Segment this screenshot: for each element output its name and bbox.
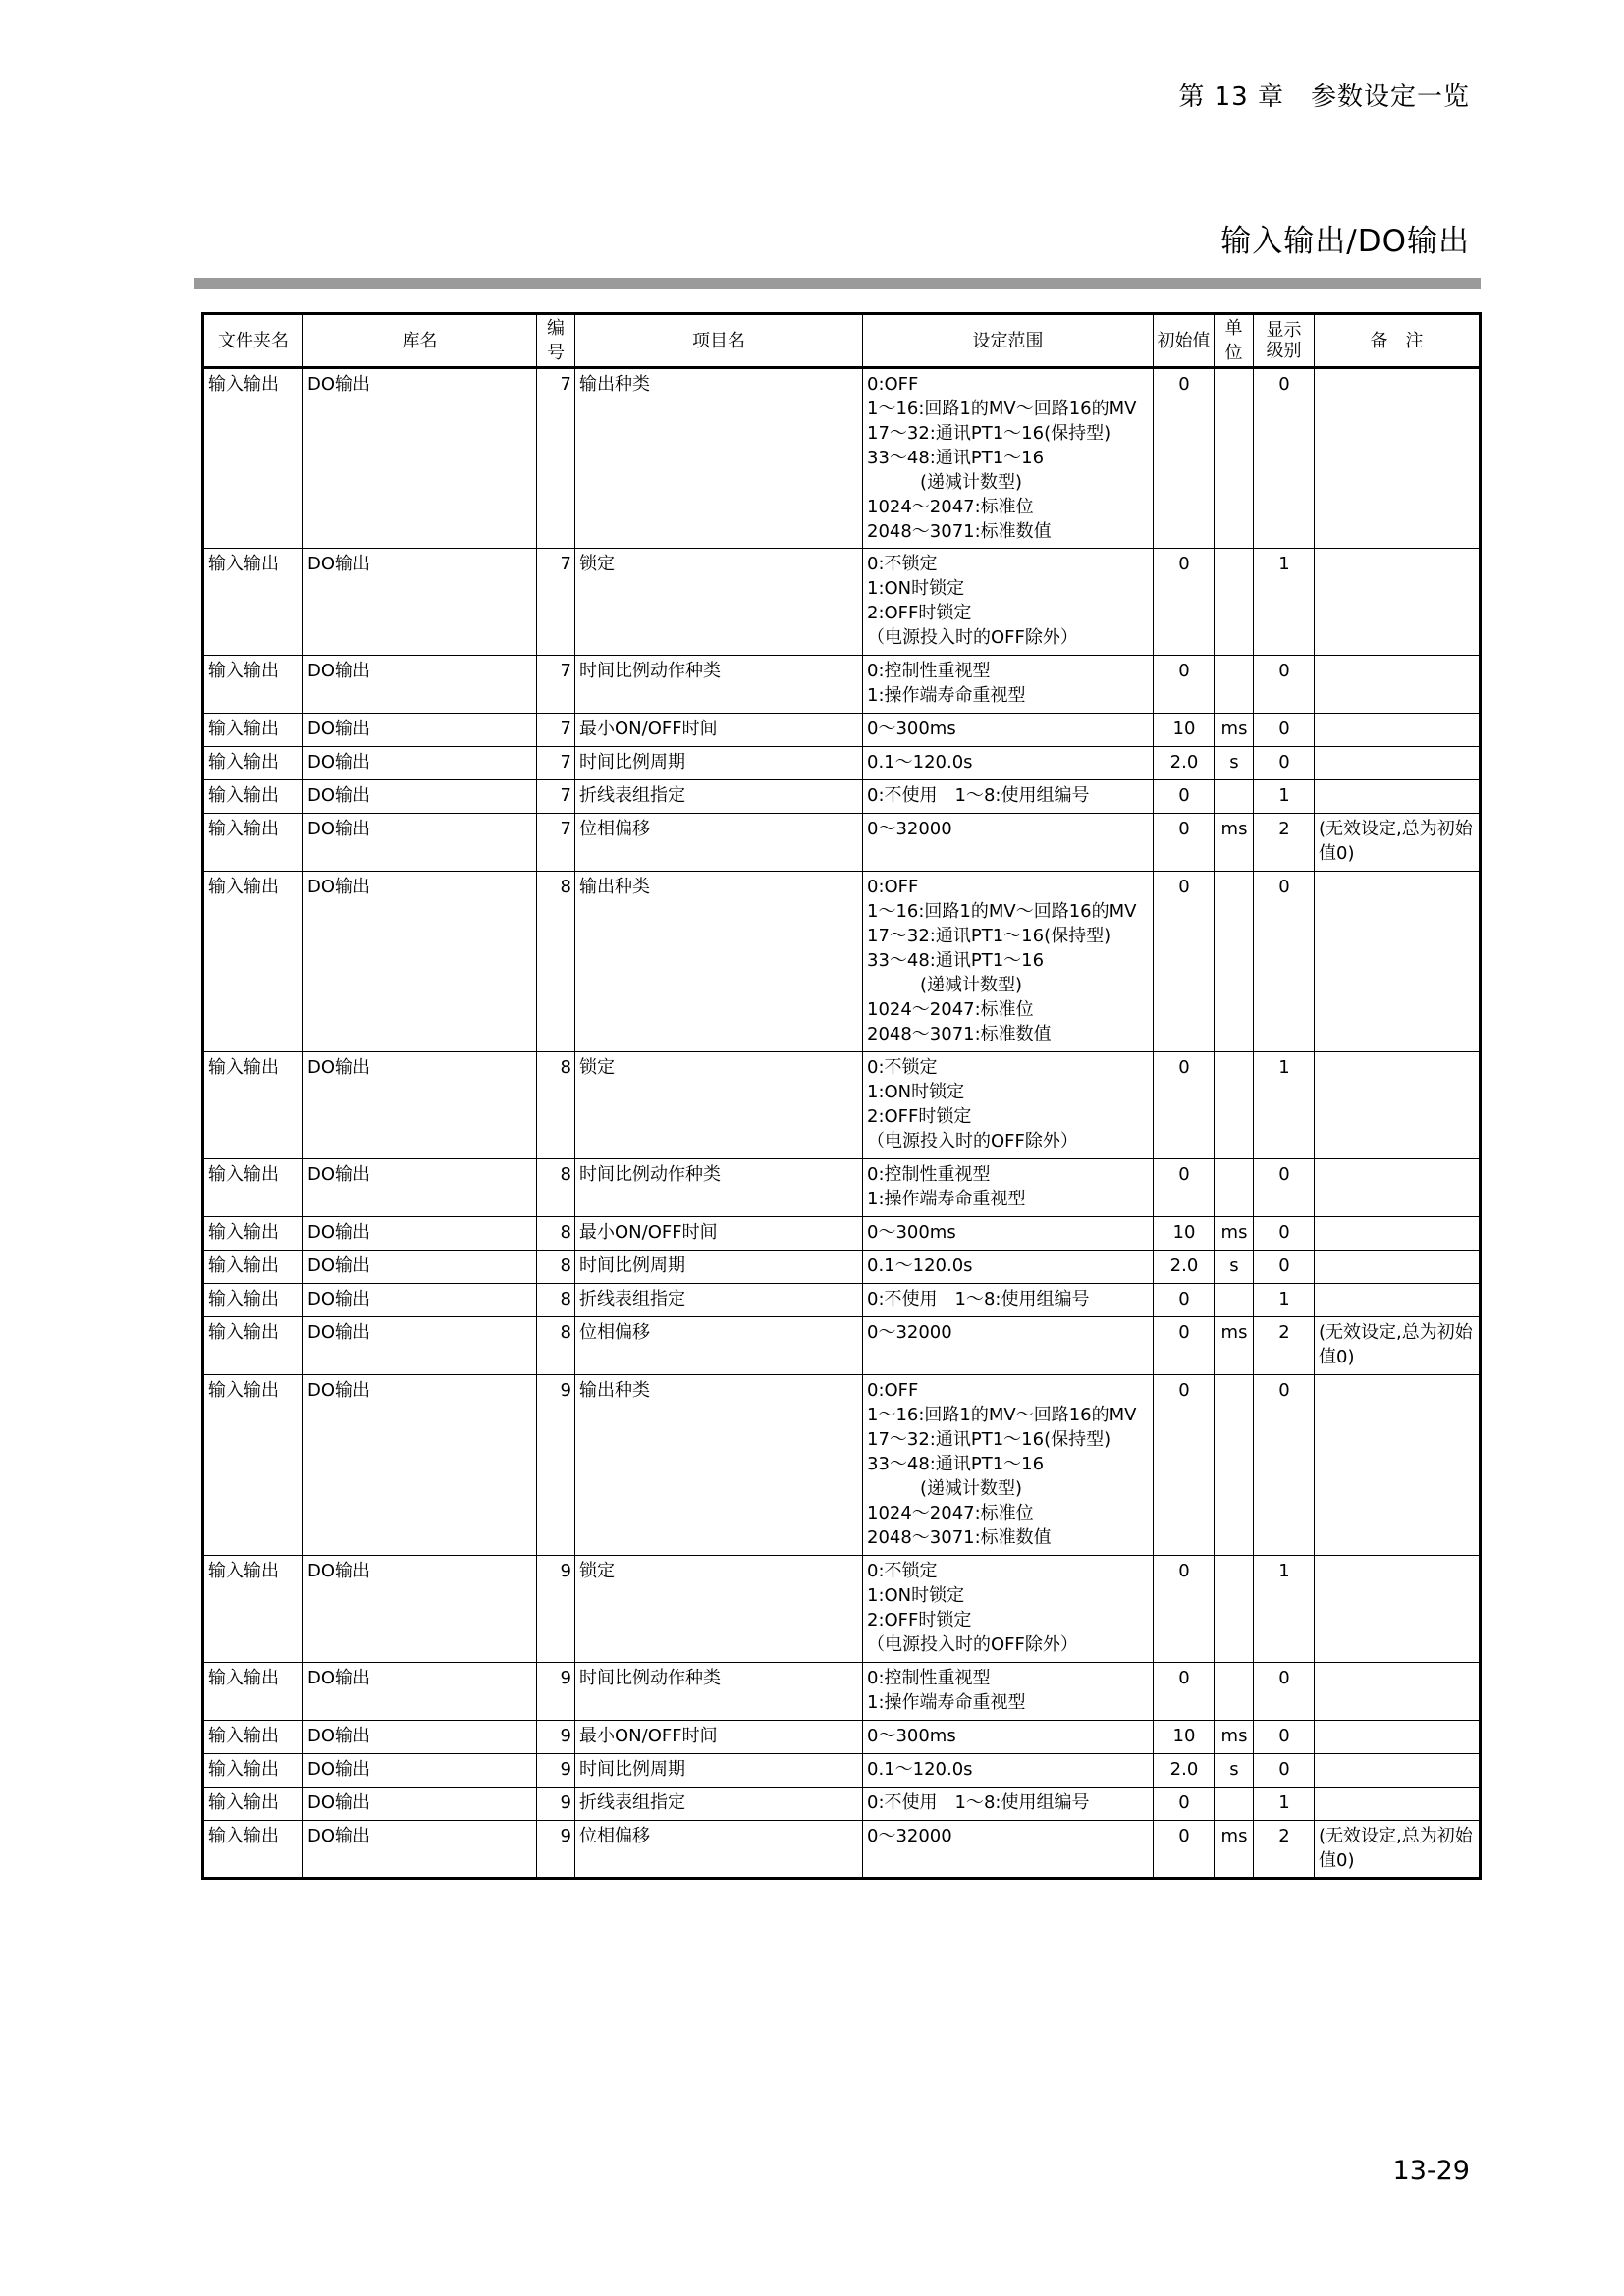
cell-item: 折线表组指定	[575, 1788, 863, 1821]
cell-library: DO输出	[303, 747, 537, 780]
cell-number: 8	[537, 1317, 575, 1375]
cell-level: 0	[1254, 1721, 1315, 1754]
cell-item: 输出种类	[575, 872, 863, 1052]
cell-level: 2	[1254, 1821, 1315, 1879]
cell-initial: 10	[1154, 1721, 1215, 1754]
cell-level: 0	[1254, 656, 1315, 714]
cell-number: 7	[537, 656, 575, 714]
cell-number: 7	[537, 780, 575, 814]
cell-folder: 输入输出	[203, 1788, 303, 1821]
table-row	[203, 1159, 1481, 1217]
cell-item: 时间比例动作种类	[575, 1663, 863, 1721]
cell-initial: 0	[1154, 1375, 1215, 1556]
cell-unit	[1215, 1663, 1254, 1721]
cell-note	[1315, 1052, 1481, 1159]
cell-folder: 输入输出	[203, 1052, 303, 1159]
cell-number: 8	[537, 1284, 575, 1317]
cell-folder: 输入输出	[203, 1317, 303, 1375]
column-header-range: 设定范围	[863, 314, 1154, 368]
cell-library: DO输出	[303, 1663, 537, 1721]
cell-item: 位相偏移	[575, 1317, 863, 1375]
cell-number: 8	[537, 1052, 575, 1159]
table-row	[203, 1821, 1481, 1879]
cell-initial: 0	[1154, 368, 1215, 549]
cell-note	[1315, 1754, 1481, 1788]
cell-unit: ms	[1215, 1821, 1254, 1879]
cell-note	[1315, 1217, 1481, 1251]
cell-level: 0	[1254, 872, 1315, 1052]
table-row	[203, 780, 1481, 814]
cell-folder: 输入输出	[203, 368, 303, 549]
cell-range: 0:OFF 1～16:回路1的MV～回路16的MV 17～32:通讯PT1～16(保持型) 33～48:通讯PT1～16 (递减计数型) 1024～2047:标准位 2048～3071:标准数值	[863, 1375, 1154, 1556]
cell-library: DO输出	[303, 656, 537, 714]
cell-unit	[1215, 549, 1254, 656]
cell-item: 最小ON/OFF时间	[575, 1721, 863, 1754]
cell-number: 9	[537, 1721, 575, 1754]
cell-unit: ms	[1215, 1317, 1254, 1375]
cell-item: 位相偏移	[575, 814, 863, 872]
cell-note	[1315, 872, 1481, 1052]
cell-unit	[1215, 1788, 1254, 1821]
cell-range: 0～300ms	[863, 1721, 1154, 1754]
cell-library: DO输出	[303, 1052, 537, 1159]
cell-unit	[1215, 656, 1254, 714]
cell-level: 0	[1254, 1217, 1315, 1251]
parameter-table	[201, 312, 1482, 1880]
cell-level: 1	[1254, 1788, 1315, 1821]
cell-item: 时间比例周期	[575, 1754, 863, 1788]
cell-level: 2	[1254, 814, 1315, 872]
cell-folder: 输入输出	[203, 1159, 303, 1217]
cell-note	[1315, 368, 1481, 549]
cell-initial: 0	[1154, 1284, 1215, 1317]
cell-number: 9	[537, 1788, 575, 1821]
cell-range: 0:不锁定 1:ON时锁定 2:OFF时锁定 （电源投入时的OFF除外）	[863, 549, 1154, 656]
cell-item: 最小ON/OFF时间	[575, 714, 863, 747]
cell-level: 0	[1254, 368, 1315, 549]
cell-folder: 输入输出	[203, 1663, 303, 1721]
table-header-row	[203, 314, 1481, 368]
cell-item: 锁定	[575, 1556, 863, 1663]
cell-folder: 输入输出	[203, 1217, 303, 1251]
cell-range: 0:不使用 1～8:使用组编号	[863, 1788, 1154, 1821]
cell-level: 0	[1254, 1375, 1315, 1556]
table-row	[203, 368, 1481, 549]
cell-note	[1315, 1721, 1481, 1754]
cell-level: 0	[1254, 1159, 1315, 1217]
cell-folder: 输入输出	[203, 1284, 303, 1317]
cell-library: DO输出	[303, 872, 537, 1052]
cell-unit	[1215, 872, 1254, 1052]
cell-unit	[1215, 1052, 1254, 1159]
cell-initial: 0	[1154, 1663, 1215, 1721]
table-row	[203, 1284, 1481, 1317]
cell-level: 1	[1254, 1052, 1315, 1159]
cell-item: 时间比例动作种类	[575, 656, 863, 714]
cell-note	[1315, 1375, 1481, 1556]
cell-number: 9	[537, 1663, 575, 1721]
cell-initial: 0	[1154, 1052, 1215, 1159]
table-row	[203, 1317, 1481, 1375]
cell-folder: 输入输出	[203, 780, 303, 814]
column-header-number: 编号	[537, 314, 575, 368]
cell-unit	[1215, 368, 1254, 549]
cell-folder: 输入输出	[203, 1375, 303, 1556]
cell-library: DO输出	[303, 780, 537, 814]
cell-folder: 输入输出	[203, 656, 303, 714]
cell-item: 最小ON/OFF时间	[575, 1217, 863, 1251]
cell-folder: 输入输出	[203, 714, 303, 747]
table-row	[203, 1217, 1481, 1251]
cell-range: 0～32000	[863, 814, 1154, 872]
cell-number: 8	[537, 872, 575, 1052]
cell-note	[1315, 1284, 1481, 1317]
cell-folder: 输入输出	[203, 872, 303, 1052]
cell-folder: 输入输出	[203, 1821, 303, 1879]
cell-note	[1315, 1251, 1481, 1284]
cell-number: 7	[537, 549, 575, 656]
cell-item: 时间比例周期	[575, 1251, 863, 1284]
cell-note	[1315, 714, 1481, 747]
column-header-folder: 文件夹名	[203, 314, 303, 368]
cell-library: DO输出	[303, 1284, 537, 1317]
cell-item: 输出种类	[575, 1375, 863, 1556]
cell-note	[1315, 656, 1481, 714]
column-header-library: 库名	[303, 314, 537, 368]
table-row	[203, 1721, 1481, 1754]
cell-range: 0:不锁定 1:ON时锁定 2:OFF时锁定 （电源投入时的OFF除外）	[863, 1052, 1154, 1159]
cell-range: 0:不使用 1～8:使用组编号	[863, 1284, 1154, 1317]
cell-number: 7	[537, 714, 575, 747]
cell-level: 1	[1254, 549, 1315, 656]
cell-unit	[1215, 1284, 1254, 1317]
section-divider	[194, 278, 1481, 289]
cell-initial: 2.0	[1154, 1754, 1215, 1788]
cell-range: 0:控制性重视型 1:操作端寿命重视型	[863, 656, 1154, 714]
cell-initial: 0	[1154, 872, 1215, 1052]
section-title: 输入输出/DO输出	[1220, 224, 1470, 259]
cell-unit	[1215, 1556, 1254, 1663]
chapter-heading: 第 13 章 参数设定一览	[1178, 82, 1470, 112]
cell-folder: 输入输出	[203, 1754, 303, 1788]
cell-note: (无效设定,总为初始值0)	[1315, 1317, 1481, 1375]
cell-library: DO输出	[303, 1754, 537, 1788]
table-row	[203, 714, 1481, 747]
cell-initial: 10	[1154, 1217, 1215, 1251]
cell-library: DO输出	[303, 1159, 537, 1217]
cell-folder: 输入输出	[203, 1721, 303, 1754]
cell-library: DO输出	[303, 1317, 537, 1375]
cell-item: 输出种类	[575, 368, 863, 549]
cell-number: 7	[537, 368, 575, 549]
cell-range: 0:控制性重视型 1:操作端寿命重视型	[863, 1663, 1154, 1721]
table-row	[203, 1663, 1481, 1721]
cell-initial: 0	[1154, 549, 1215, 656]
column-header-item: 项目名	[575, 314, 863, 368]
cell-initial: 0	[1154, 1556, 1215, 1663]
cell-level: 0	[1254, 714, 1315, 747]
cell-range: 0～32000	[863, 1821, 1154, 1879]
cell-note: (无效设定,总为初始值0)	[1315, 814, 1481, 872]
cell-library: DO输出	[303, 714, 537, 747]
cell-level: 1	[1254, 1284, 1315, 1317]
cell-number: 9	[537, 1375, 575, 1556]
cell-unit: ms	[1215, 1217, 1254, 1251]
cell-library: DO输出	[303, 1217, 537, 1251]
cell-level: 1	[1254, 780, 1315, 814]
cell-initial: 0	[1154, 1821, 1215, 1879]
column-header-initial: 初始值	[1154, 314, 1215, 368]
cell-initial: 0	[1154, 656, 1215, 714]
table-row	[203, 549, 1481, 656]
table-row	[203, 656, 1481, 714]
table-row	[203, 872, 1481, 1052]
cell-item: 折线表组指定	[575, 1284, 863, 1317]
cell-range: 0:OFF 1～16:回路1的MV～回路16的MV 17～32:通讯PT1～16(保持型) 33～48:通讯PT1～16 (递减计数型) 1024～2047:标准位 2048～3071:标准数值	[863, 872, 1154, 1052]
table-row	[203, 1754, 1481, 1788]
cell-level: 0	[1254, 747, 1315, 780]
table-row	[203, 1556, 1481, 1663]
page-number: 13-29	[1392, 2156, 1470, 2186]
cell-unit: s	[1215, 747, 1254, 780]
cell-library: DO输出	[303, 1821, 537, 1879]
cell-item: 时间比例动作种类	[575, 1159, 863, 1217]
table-row	[203, 814, 1481, 872]
cell-library: DO输出	[303, 368, 537, 549]
cell-library: DO输出	[303, 1251, 537, 1284]
cell-initial: 0	[1154, 814, 1215, 872]
cell-initial: 2.0	[1154, 1251, 1215, 1284]
cell-item: 时间比例周期	[575, 747, 863, 780]
cell-initial: 0	[1154, 1159, 1215, 1217]
cell-note	[1315, 747, 1481, 780]
cell-number: 9	[537, 1556, 575, 1663]
cell-note	[1315, 1788, 1481, 1821]
cell-number: 9	[537, 1821, 575, 1879]
cell-unit	[1215, 1159, 1254, 1217]
cell-item: 折线表组指定	[575, 780, 863, 814]
cell-unit: ms	[1215, 814, 1254, 872]
table-row	[203, 747, 1481, 780]
cell-folder: 输入输出	[203, 1251, 303, 1284]
cell-number: 7	[537, 814, 575, 872]
table-row	[203, 1251, 1481, 1284]
cell-library: DO输出	[303, 549, 537, 656]
cell-unit: ms	[1215, 1721, 1254, 1754]
cell-note	[1315, 1663, 1481, 1721]
cell-folder: 输入输出	[203, 1556, 303, 1663]
cell-range: 0:不锁定 1:ON时锁定 2:OFF时锁定 （电源投入时的OFF除外）	[863, 1556, 1154, 1663]
cell-number: 8	[537, 1159, 575, 1217]
cell-note	[1315, 780, 1481, 814]
cell-unit: ms	[1215, 714, 1254, 747]
cell-folder: 输入输出	[203, 549, 303, 656]
cell-range: 0～32000	[863, 1317, 1154, 1375]
cell-library: DO输出	[303, 1375, 537, 1556]
table-row	[203, 1375, 1481, 1556]
cell-item: 锁定	[575, 1052, 863, 1159]
cell-library: DO输出	[303, 1556, 537, 1663]
cell-initial: 10	[1154, 714, 1215, 747]
cell-level: 2	[1254, 1317, 1315, 1375]
cell-note: (无效设定,总为初始值0)	[1315, 1821, 1481, 1879]
cell-range: 0.1～120.0s	[863, 1754, 1154, 1788]
cell-initial: 0	[1154, 1317, 1215, 1375]
cell-range: 0:不使用 1～8:使用组编号	[863, 780, 1154, 814]
cell-unit	[1215, 780, 1254, 814]
cell-initial: 2.0	[1154, 747, 1215, 780]
cell-folder: 输入输出	[203, 747, 303, 780]
cell-level: 1	[1254, 1556, 1315, 1663]
column-header-level: 显示 级别	[1254, 314, 1315, 368]
cell-unit: s	[1215, 1754, 1254, 1788]
cell-unit	[1215, 1375, 1254, 1556]
column-header-unit: 单位	[1215, 314, 1254, 368]
cell-initial: 0	[1154, 1788, 1215, 1821]
cell-level: 0	[1254, 1754, 1315, 1788]
cell-note	[1315, 549, 1481, 656]
cell-initial: 0	[1154, 780, 1215, 814]
cell-range: 0.1～120.0s	[863, 747, 1154, 780]
cell-level: 0	[1254, 1251, 1315, 1284]
column-header-note: 备 注	[1315, 314, 1481, 368]
cell-range: 0:OFF 1～16:回路1的MV～回路16的MV 17～32:通讯PT1～16(保持型) 33～48:通讯PT1～16 (递减计数型) 1024～2047:标准位 2048～3071:标准数值	[863, 368, 1154, 549]
cell-range: 0～300ms	[863, 1217, 1154, 1251]
cell-library: DO输出	[303, 814, 537, 872]
cell-level: 0	[1254, 1663, 1315, 1721]
cell-note	[1315, 1556, 1481, 1663]
cell-item: 锁定	[575, 549, 863, 656]
cell-library: DO输出	[303, 1788, 537, 1821]
cell-number: 8	[537, 1251, 575, 1284]
cell-number: 7	[537, 747, 575, 780]
cell-range: 0.1～120.0s	[863, 1251, 1154, 1284]
cell-library: DO输出	[303, 1721, 537, 1754]
cell-range: 0:控制性重视型 1:操作端寿命重视型	[863, 1159, 1154, 1217]
table-row	[203, 1052, 1481, 1159]
cell-number: 8	[537, 1217, 575, 1251]
table-row	[203, 1788, 1481, 1821]
cell-folder: 输入输出	[203, 814, 303, 872]
cell-unit: s	[1215, 1251, 1254, 1284]
cell-item: 位相偏移	[575, 1821, 863, 1879]
cell-number: 9	[537, 1754, 575, 1788]
cell-note	[1315, 1159, 1481, 1217]
cell-range: 0～300ms	[863, 714, 1154, 747]
